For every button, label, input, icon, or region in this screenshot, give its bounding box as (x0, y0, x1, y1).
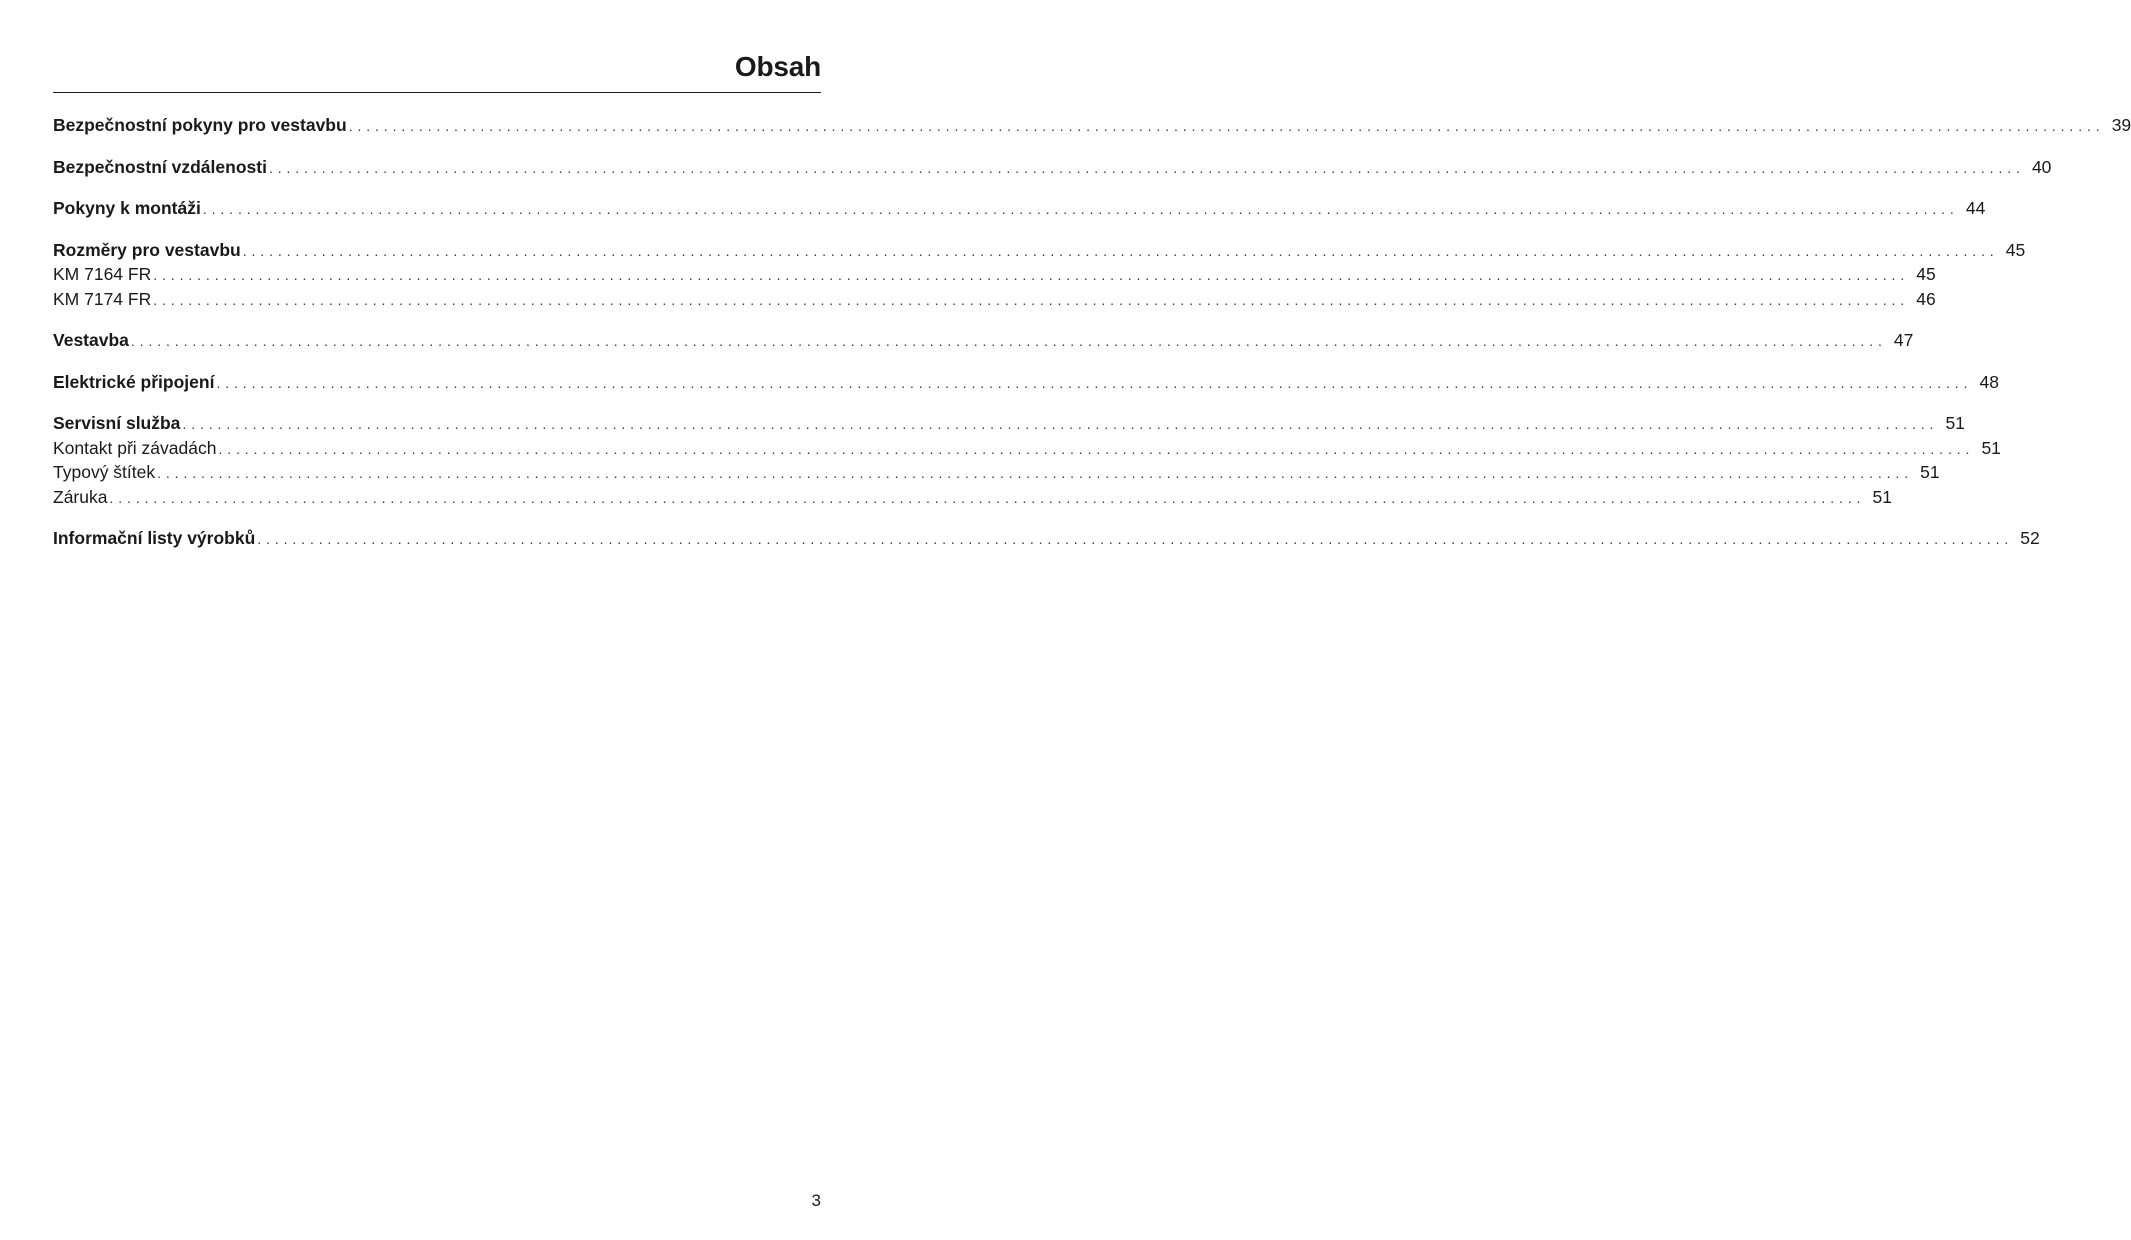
toc-group (53, 526, 2040, 551)
toc-dot-leader: . . . . . . . . . . . . . . . . . . . . . . . . . . . . . . . . . . . . . . . . . . . . . . . . . . . . . . . . . . . . . . . . . . . . . . . . . . . . . . . . . . . . . . . . . . . . . . . . . . . . . . . . . . . . . . . . . . . . . . . . . . . . . . . . . . . . . . . . . . . . . . . . . . . . . . . . . . . . . . . . . . . . . . . . . . . . . . . . . . . . . . . . . . . . . . . . . . . . . . . . (348, 118, 2101, 134)
toc-dot-leader: . . . . . . . . . . . . . . . . . . . . . . . . . . . . . . . . . . . . . . . . . . . . . . . . . . . . . . . . . . . . . . . . . . . . . . . . . . . . . . . . . . . . . . . . . . . . . . . . . . . . . . . . . . . . . . . . . . . . . . . . . . . . . . . . . . . . . . . . . . . . . . . . . . . . . . . . . . . . . . . . . . . . . . . . . . . . . . . . . . . . . . . . . . . . . . . . . . . . . . . . (109, 489, 1861, 506)
toc-dot-leader: . . . . . . . . . . . . . . . . . . . . . . . . . . . . . . . . . . . . . . . . . . . . . . . . . . . . . . . . . . . . . . . . . . . . . . . . . . . . . . . . . . . . . . . . . . . . . . . . . . . . . . . . . . . . . . . . . . . . . . . . . . . . . . . . . . . . . . . . . . . . . . . . . . . . . . . . . . . . . . . . . . . . . . . . . . . . . . . . . . . . . . . . . . . . . . . . . . . . . . . . (202, 201, 1955, 217)
toc-entry-page-number: 40 (2031, 156, 2052, 177)
toc-entry-label: Vestavba (53, 330, 129, 350)
toc-entry-page-number: 48 (1979, 371, 1999, 392)
toc-dot-leader: . . . . . . . . . . . . . . . . . . . . . . . . . . . . . . . . . . . . . . . . . . . . . . . . . . . . . . . . . . . . . . . . . . . . . . . . . . . . . . . . . . . . . . . . . . . . . . . . . . . . . . . . . . . . . . . . . . . . . . . . . . . . . . . . . . . . . . . . . . . . . . . . . . . . . . . . . . . . . . . . . . . . . . . . . . . . . . . . . . . . . . . . . . . . . . . . . . . . . . . . (182, 416, 1934, 432)
toc-group (53, 238, 2026, 312)
toc-group (53, 370, 1999, 395)
table-of-contents (53, 113, 2131, 568)
toc-subsection-entry[interactable] (53, 485, 1892, 510)
toc-group (53, 328, 1914, 353)
toc-entry-page-number: 44 (1965, 198, 1986, 218)
toc-dot-leader: . . . . . . . . . . . . . . . . . . . . . . . . . . . . . . . . . . . . . . . . . . . . . . . . . . . . . . . . . . . . . . . . . . . . . . . . . . . . . . . . . . . . . . . . . . . . . . . . . . . . . . . . . . . . . . . . . . . . . . . . . . . . . . . . . . . . . . . . . . . . . . . . . . . . . . . . . . . . . . . . . . . . . . . . . . . . . . . . . . . . . . . . . . . . . . . . . . . . . . . . (157, 465, 1909, 481)
toc-subsection-entry[interactable] (53, 436, 2001, 461)
toc-entry-page-number: 51 (1920, 462, 1940, 482)
page-number: 3 (811, 1191, 821, 1210)
toc-dot-leader: . . . . . . . . . . . . . . . . . . . . . . . . . . . . . . . . . . . . . . . . . . . . . . . . . . . . . . . . . . . . . . . . . . . . . . . . . . . . . . . . . . . . . . . . . . . . . . . . . . . . . . . . . . . . . . . . . . . . . . . . . . . . . . . . . . . . . . . . . . . . . . . . . . . . . . . . . . . . . . . . . . . . . . . . . . . . . . . . . . . . . . . . . . . . . . . . . . . . . . . . (257, 531, 2009, 547)
toc-entry-label: Typový štítek (53, 462, 156, 482)
toc-entry-label: Kontakt při závadách (53, 437, 217, 458)
toc-section-entry[interactable] (53, 113, 2131, 138)
toc-entry-page-number: 39 (2111, 115, 2131, 135)
page-header (53, 48, 821, 93)
toc-section-entry[interactable] (53, 196, 1986, 221)
toc-entry-label: Rozměry pro vestavbu (53, 239, 241, 260)
toc-entry-label: Pokyny k montáži (53, 198, 201, 218)
page-title: Obsah (734, 51, 821, 82)
toc-dot-leader: . . . . . . . . . . . . . . . . . . . . . . . . . . . . . . . . . . . . . . . . . . . . . . . . . . . . . . . . . . . . . . . . . . . . . . . . . . . . . . . . . . . . . . . . . . . . . . . . . . . . . . . . . . . . . . . . . . . . . . . . . . . . . . . . . . . . . . . . . . . . . . . . . . . . . . . . . . . . . . . . . . . . . . . . . . . . . . . . . . . . . . . . . . . . . . . . . . . . . . . . (153, 291, 1905, 308)
toc-section-entry[interactable] (53, 411, 1965, 436)
toc-group (53, 113, 2131, 138)
toc-group (53, 155, 2052, 180)
toc-entry-label: KM 7164 FR (53, 264, 152, 284)
toc-subsection-entry[interactable] (53, 460, 1940, 485)
toc-group (53, 196, 1986, 221)
toc-dot-leader: . . . . . . . . . . . . . . . . . . . . . . . . . . . . . . . . . . . . . . . . . . . . . . . . . . . . . . . . . . . . . . . . . . . . . . . . . . . . . . . . . . . . . . . . . . . . . . . . . . . . . . . . . . . . . . . . . . . . . . . . . . . . . . . . . . . . . . . . . . . . . . . . . . . . . . . . . . . . . . . . . . . . . . . . . . . . . . . . . . . . . . . . . . . . . . . . . . . . . . . . (216, 374, 1968, 391)
toc-entry-label: Elektrické připojení (53, 371, 215, 392)
toc-entry-page-number: 51 (1981, 437, 2001, 458)
toc-entry-label: Informační listy výrobků (53, 528, 256, 548)
toc-entry-page-number: 47 (1893, 330, 1914, 350)
toc-dot-leader: . . . . . . . . . . . . . . . . . . . . . . . . . . . . . . . . . . . . . . . . . . . . . . . . . . . . . . . . . . . . . . . . . . . . . . . . . . . . . . . . . . . . . . . . . . . . . . . . . . . . . . . . . . . . . . . . . . . . . . . . . . . . . . . . . . . . . . . . . . . . . . . . . . . . . . . . . . . . . . . . . . . . . . . . . . . . . . . . . . . . . . . . . . . . . . . . . . . . . . . . (268, 159, 2021, 176)
toc-entry-page-number: 51 (1872, 486, 1892, 507)
toc-subsection-entry[interactable] (53, 287, 1936, 312)
toc-section-entry[interactable] (53, 370, 1999, 395)
toc-section-entry[interactable] (53, 238, 2026, 263)
toc-entry-label: KM 7174 FR (53, 288, 152, 309)
toc-entry-page-number: 45 (2005, 239, 2026, 260)
toc-entry-label: Bezpečnostní vzdálenosti (53, 156, 267, 177)
toc-dot-leader: . . . . . . . . . . . . . . . . . . . . . . . . . . . . . . . . . . . . . . . . . . . . . . . . . . . . . . . . . . . . . . . . . . . . . . . . . . . . . . . . . . . . . . . . . . . . . . . . . . . . . . . . . . . . . . . . . . . . . . . . . . . . . . . . . . . . . . . . . . . . . . . . . . . . . . . . . . . . . . . . . . . . . . . . . . . . . . . . . . . . . . . . . . . . . . . . . . . . . . . . (153, 267, 1905, 283)
toc-entry-page-number: 46 (1916, 288, 1936, 309)
toc-section-entry[interactable] (53, 328, 1914, 353)
toc-entry-page-number: 51 (1945, 413, 1965, 433)
toc-dot-leader: . . . . . . . . . . . . . . . . . . . . . . . . . . . . . . . . . . . . . . . . . . . . . . . . . . . . . . . . . . . . . . . . . . . . . . . . . . . . . . . . . . . . . . . . . . . . . . . . . . . . . . . . . . . . . . . . . . . . . . . . . . . . . . . . . . . . . . . . . . . . . . . . . . . . . . . . . . . . . . . . . . . . . . . . . . . . . . . . . . . . . . . . . . . . . . . . . . . . . . . . (242, 242, 1995, 259)
toc-dot-leader: . . . . . . . . . . . . . . . . . . . . . . . . . . . . . . . . . . . . . . . . . . . . . . . . . . . . . . . . . . . . . . . . . . . . . . . . . . . . . . . . . . . . . . . . . . . . . . . . . . . . . . . . . . . . . . . . . . . . . . . . . . . . . . . . . . . . . . . . . . . . . . . . . . . . . . . . . . . . . . . . . . . . . . . . . . . . . . . . . . . . . . . . . . . . . . . . . . . . . . . . (130, 333, 1883, 349)
toc-section-entry[interactable] (53, 155, 2052, 180)
toc-entry-label: Bezpečnostní pokyny pro vestavbu (53, 115, 347, 135)
toc-entry-page-number: 45 (1916, 264, 1936, 284)
toc-group (53, 411, 2001, 509)
toc-entry-label: Servisní služba (53, 413, 181, 433)
toc-entry-label: Záruka (53, 486, 108, 507)
toc-dot-leader: . . . . . . . . . . . . . . . . . . . . . . . . . . . . . . . . . . . . . . . . . . . . . . . . . . . . . . . . . . . . . . . . . . . . . . . . . . . . . . . . . . . . . . . . . . . . . . . . . . . . . . . . . . . . . . . . . . . . . . . . . . . . . . . . . . . . . . . . . . . . . . . . . . . . . . . . . . . . . . . . . . . . . . . . . . . . . . . . . . . . . . . . . . . . . . . . . . . . . . . . (218, 440, 1970, 457)
toc-section-entry[interactable] (53, 526, 2040, 551)
toc-subsection-entry[interactable] (53, 262, 1936, 287)
toc-entry-page-number: 52 (2020, 528, 2040, 548)
